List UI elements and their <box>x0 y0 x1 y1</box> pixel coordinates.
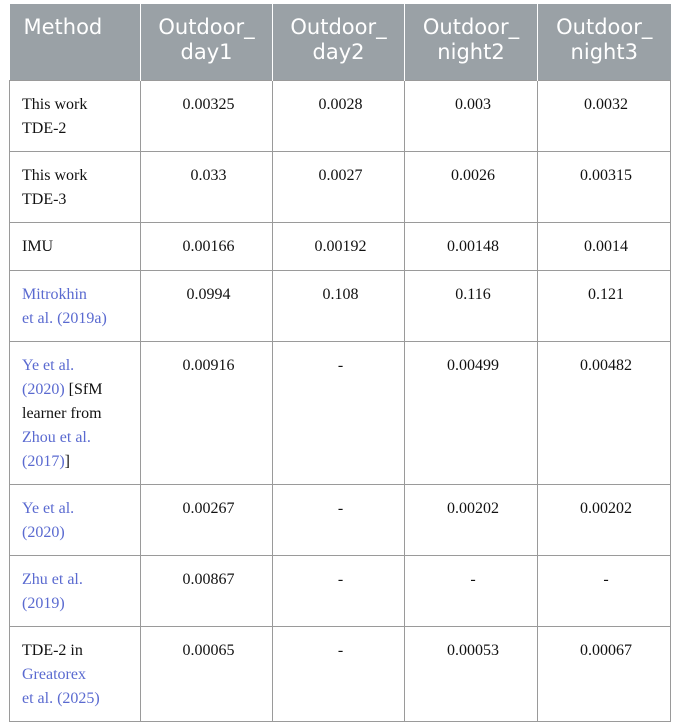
table-row <box>10 626 671 721</box>
results-table-container <box>9 4 670 722</box>
citation-link[interactable]: et al. (2019a) <box>22 309 107 327</box>
value-cell-outdoor-day2: 0.0027 <box>273 151 405 222</box>
value-cell-outdoor-day2: - <box>273 626 405 721</box>
method-cell <box>10 270 141 341</box>
method-label: IMU <box>22 237 54 255</box>
header-row <box>10 4 671 80</box>
citation-link[interactable]: Zhu et al. <box>22 570 83 588</box>
value-cell-outdoor-day2: 0.0028 <box>273 80 405 151</box>
header-outdoor-night2: Outdoor_ night2 <box>405 4 538 80</box>
value-cell-outdoor-day2: 0.108 <box>273 270 405 341</box>
value-cell-outdoor-night2: - <box>405 555 538 626</box>
value-cell-outdoor-day1: 0.00916 <box>141 341 273 484</box>
value-cell-outdoor-day2: 0.00192 <box>273 222 405 270</box>
method-label: TDE-3 <box>22 190 67 208</box>
citation-link[interactable]: Ye et al. <box>22 499 75 517</box>
method-cell <box>10 222 141 270</box>
method-cell <box>10 80 141 151</box>
method-cell <box>10 626 141 721</box>
method-cell <box>10 555 141 626</box>
citation-link[interactable]: (2019) <box>22 594 65 612</box>
method-label: [SfM <box>64 380 103 398</box>
value-cell-outdoor-day1: 0.00267 <box>141 484 273 555</box>
value-cell-outdoor-day1: 0.00867 <box>141 555 273 626</box>
value-cell-outdoor-day1: 0.00065 <box>141 626 273 721</box>
value-cell-outdoor-night3: - <box>538 555 671 626</box>
method-label: learner from <box>22 404 102 422</box>
method-cell <box>10 484 141 555</box>
value-cell-outdoor-night2: 0.00499 <box>405 341 538 484</box>
table-row <box>10 484 671 555</box>
value-cell-outdoor-night2: 0.00053 <box>405 626 538 721</box>
value-cell-outdoor-night2: 0.00202 <box>405 484 538 555</box>
table-row <box>10 341 671 484</box>
value-cell-outdoor-night2: 0.003 <box>405 80 538 151</box>
value-cell-outdoor-night3: 0.00067 <box>538 626 671 721</box>
citation-link[interactable]: Mitrokhin <box>22 285 87 303</box>
value-cell-outdoor-day2: - <box>273 555 405 626</box>
citation-link[interactable]: Greatorex <box>22 665 86 683</box>
header-outdoor-day1: Outdoor_ day1 <box>141 4 273 80</box>
citation-link[interactable]: Zhou et al. <box>22 428 91 446</box>
value-cell-outdoor-night3: 0.00482 <box>538 341 671 484</box>
citation-link[interactable]: (2020) <box>22 523 65 541</box>
value-cell-outdoor-night3: 0.00202 <box>538 484 671 555</box>
value-cell-outdoor-day2: - <box>273 484 405 555</box>
method-cell <box>10 341 141 484</box>
method-label: This work <box>22 95 88 113</box>
method-label: ] <box>64 452 70 470</box>
value-cell-outdoor-night2: 0.00148 <box>405 222 538 270</box>
method-label: This work <box>22 166 88 184</box>
value-cell-outdoor-night3: 0.0032 <box>538 80 671 151</box>
citation-link[interactable]: et al. (2025) <box>22 689 100 707</box>
value-cell-outdoor-day1: 0.00166 <box>141 222 273 270</box>
method-label: TDE-2 <box>22 119 67 137</box>
method-label: TDE-2 in <box>22 641 83 659</box>
value-cell-outdoor-day2: - <box>273 341 405 484</box>
table-row <box>10 222 671 270</box>
table-row <box>10 151 671 222</box>
value-cell-outdoor-night3: 0.121 <box>538 270 671 341</box>
value-cell-outdoor-day1: 0.00325 <box>141 80 273 151</box>
method-cell <box>10 151 141 222</box>
header-outdoor-day2: Outdoor_ day2 <box>273 4 405 80</box>
citation-link[interactable]: (2020) <box>22 380 65 398</box>
header-outdoor-night3: Outdoor_ night3 <box>538 4 671 80</box>
value-cell-outdoor-night3: 0.0014 <box>538 222 671 270</box>
table-row <box>10 555 671 626</box>
table-row <box>10 80 671 151</box>
table-row <box>10 270 671 341</box>
value-cell-outdoor-night3: 0.00315 <box>538 151 671 222</box>
results-table <box>9 4 671 722</box>
value-cell-outdoor-night2: 0.0026 <box>405 151 538 222</box>
citation-link[interactable]: (2017) <box>22 452 65 470</box>
header-method: Method <box>10 4 141 80</box>
value-cell-outdoor-day1: 0.0994 <box>141 270 273 341</box>
value-cell-outdoor-night2: 0.116 <box>405 270 538 341</box>
citation-link[interactable]: Ye et al. <box>22 356 75 374</box>
value-cell-outdoor-day1: 0.033 <box>141 151 273 222</box>
